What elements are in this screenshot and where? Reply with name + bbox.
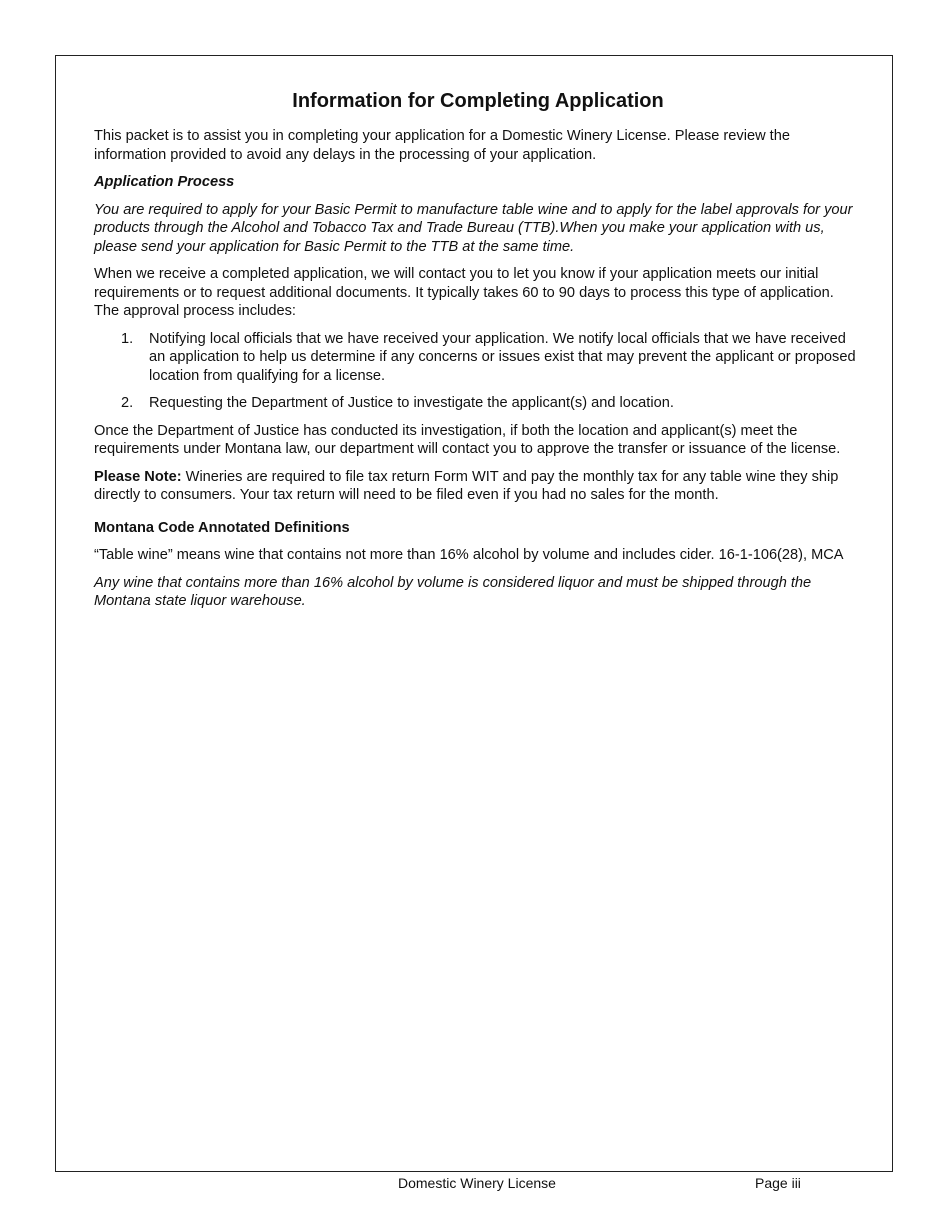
definitions-heading: Montana Code Annotated Definitions <box>94 519 350 536</box>
step-number: 1. <box>121 330 134 347</box>
page-title: Information for Completing Application <box>292 90 664 112</box>
intro-paragraph: This packet is to assist you in completing your application for a Domestic Winery License. Please review the information provided to avoid any delays in the processing of your application. <box>94 128 790 163</box>
approval-steps-list <box>94 330 862 413</box>
please-note-text: Wineries are required to file tax return Form WIT and pay the monthly tax for any table wine they ship directly to consumers. Your tax return will need to be filed even if you had no sales for the month. <box>94 468 839 503</box>
step-number: 2. <box>121 395 134 411</box>
footer-form-name: Domestic Winery License <box>398 1175 556 1191</box>
basic-permit-paragraph: You are required to apply for your Basic Permit to manufacture table wine and to apply for the label approvals for your products through the Alcohol and Tobacco Tax and Trade Bureau (TTB).When you make your application with us, please send your application for Basic Permit to the TTB at the same time. <box>94 201 853 255</box>
receipt-paragraph: When we receive a completed application, we will contact you to let you know if your application meets our initial requirements or to request additional documents. It typically takes 60 to 90 days to process this type of application. The approval process includes: <box>94 266 834 319</box>
list-item <box>94 330 862 386</box>
document-body <box>94 88 862 620</box>
step-text: Requesting the Department of Justice to investigate the applicant(s) and location. <box>149 395 674 411</box>
table-wine-definition: “Table wine” means wine that contains not more than 16% alcohol by volume and includes cider. 16-1-106(28), MCA <box>94 547 844 563</box>
step-text: Notifying local officials that we have received your application. We notify local officials that we have received an application to help us determine if any concerns or issues exist that may prevent the applicant or proposed location from qualifying for a license. <box>149 330 856 384</box>
please-note-paragraph <box>94 468 862 505</box>
liquor-note: Any wine that contains more than 16% alcohol by volume is considered liquor and must be shipped through the Montana state liquor warehouse. <box>94 574 812 609</box>
please-note-label: Please Note: <box>94 468 182 485</box>
list-item <box>94 394 862 413</box>
investigation-paragraph: Once the Department of Justice has conducted its investigation, if both the location and applicant(s) meet the requirements under Montana law, our department will contact you to approve the transfer or issuance of the license. <box>94 422 841 457</box>
footer-page-number: Page iii <box>755 1175 801 1191</box>
application-process-heading: Application Process <box>94 174 235 190</box>
